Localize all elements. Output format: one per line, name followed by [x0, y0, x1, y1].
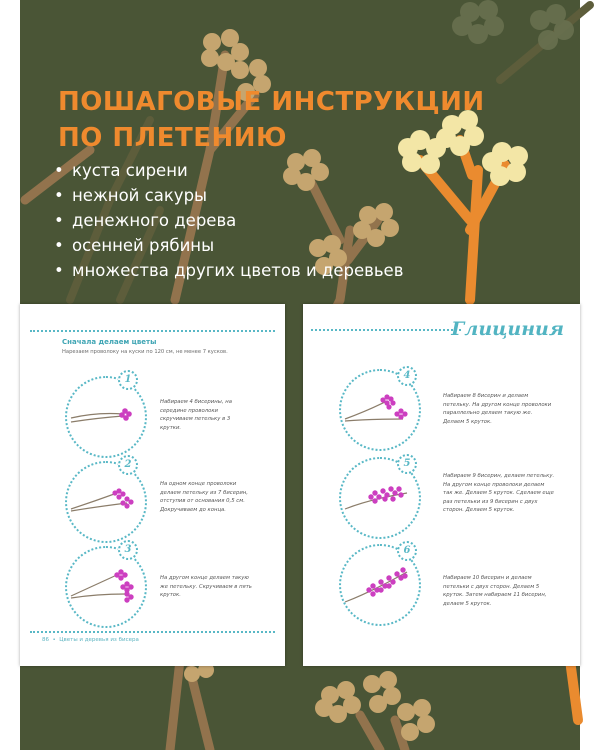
bullet-item: • нежной сакуры — [54, 183, 403, 208]
chapter-title: Глициния — [451, 318, 564, 340]
step-number-badge: 3 — [118, 540, 138, 560]
bullet-item: • куста сирени — [54, 158, 403, 183]
headline-line-1: ПОШАГОВЫЕ ИНСТРУКЦИИ — [58, 87, 485, 117]
book-page-right — [303, 304, 580, 666]
promo-headline — [58, 84, 485, 156]
wire-loop-illustration — [67, 548, 145, 626]
headline-line-2: ПО ПЛЕТЕНИЮ — [58, 123, 288, 153]
step-illustration-circle — [65, 546, 147, 628]
step-number-badge: 1 — [118, 370, 138, 390]
wire-loop-illustration — [67, 463, 145, 541]
page-footer: 86 • Цветы и деревья из бисера — [42, 637, 139, 643]
step-illustration-circle — [65, 376, 147, 458]
bottom-divider — [30, 631, 275, 633]
bullet-item: • осенней рябины — [54, 233, 403, 258]
step-number-badge: 4 — [397, 366, 417, 386]
promo-bullet-list — [54, 158, 403, 283]
section-subtitle: Нарезаем проволоку на куски по 120 см, не менее 7 кусков. — [62, 349, 228, 355]
step-number-badge: 6 — [397, 541, 417, 561]
title-divider — [311, 329, 461, 331]
bullet-item: • множества других цветов и деревьев — [54, 258, 403, 283]
wire-loop-illustration — [67, 378, 145, 456]
step-description: Набираем 9 бисерин, делаем петельку. На другом конце проволоки делаем так же. Делаем 5 круток. Сделаем еще раз петельки из 9 бисерин с двух сторон. Делаем 5 круток. — [443, 473, 555, 514]
step-description: Набираем 8 бисерин и делаем петельку. На другом конце проволоки параллельно делаем такую же. Делаем 5 круток. — [443, 393, 552, 425]
step-description: На одном конце проволоки делаем петельку из 7 бисерин, отступив от основания 0,5 см. Докручиваем до конца. — [160, 481, 248, 513]
top-divider — [30, 330, 275, 332]
step-illustration-circle — [65, 461, 147, 543]
step-description: Набираем 10 бисерин и делаем петельки с двух сторон. Делаем 5 круток. Затем набираем 11 бисерин, делаем 5 круток. — [443, 575, 547, 607]
step-number-badge: 5 — [397, 454, 417, 474]
book-page-left — [20, 304, 285, 666]
step-number-badge: 2 — [118, 455, 138, 475]
step-description: На другом конце делаем такую же петельку. Скручиваем в пять круток. — [160, 575, 252, 599]
section-title: Сначала делаем цветы — [62, 338, 157, 346]
bullet-item: • денежного дерева — [54, 208, 403, 233]
step-description: Набираем 4 бисерины, на середине проволоки скручиваем петельку в 3 крутки. — [160, 399, 232, 431]
